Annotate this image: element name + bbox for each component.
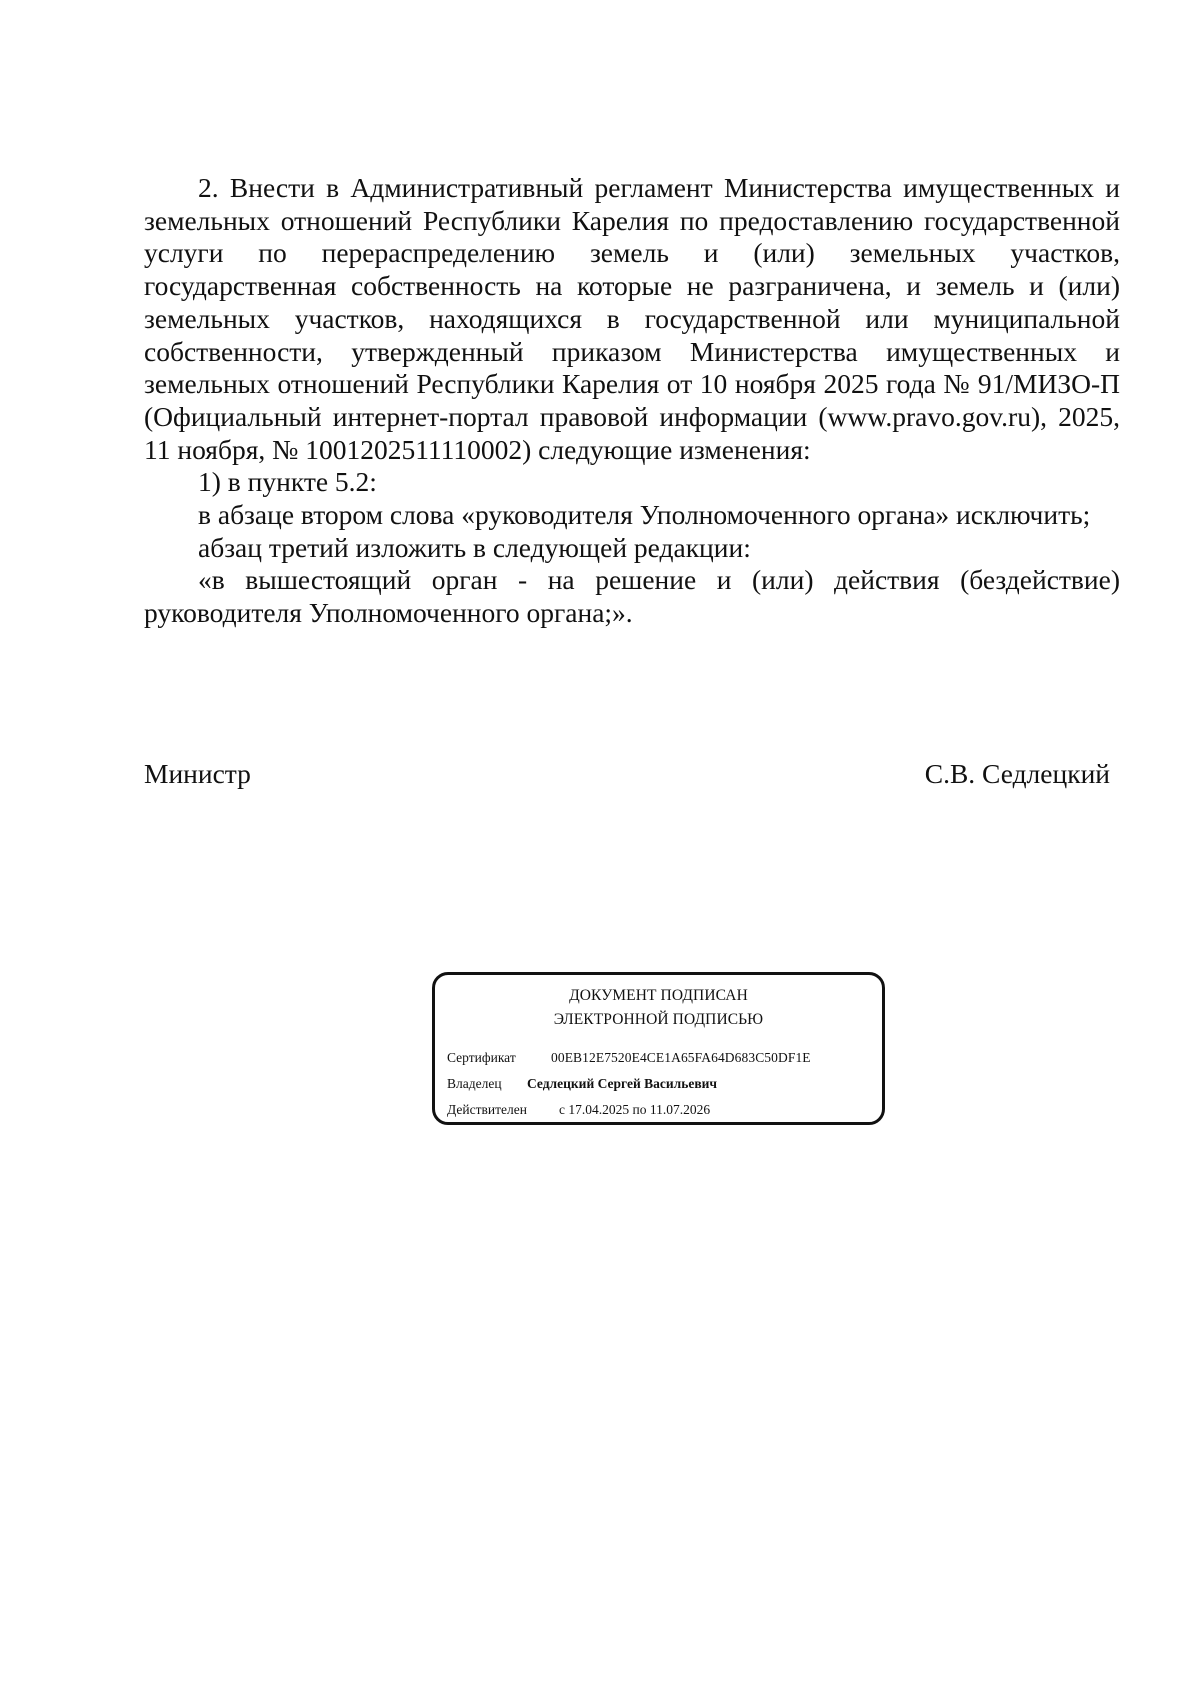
owner-value: Седлецкий Сергей Васильевич: [527, 1076, 718, 1091]
paragraph-item-1: 1) в пункте 5.2:: [198, 466, 377, 498]
paragraph-amendment: 2. Внести в Административный регламент Министерства имущественных и земельных отношений Республики Карелия по предоставлению государственной услуги по перераспределению земель и (или) земельных участков, государственная собственность на которые не разграничена, и земель и (или) земельных участков, находящихся в государственной или муниципальной собственности, утвержденный приказом Министерства имущественных и земельных отношений Республики Карелия от 10 ноября 2025 года № 91/МИЗО-П (Официальный интернет-портал правовой информации (www.pravo.gov.ru), 2025, 11 ноября, № 1001202511110002) следующие изменения:: [144, 172, 1120, 465]
signatory-title: Министр: [144, 758, 251, 789]
certificate-label: Сертификат: [447, 1050, 516, 1065]
certificate-value: 00EB12E7520E4CE1A65FA64D683C50DF1E: [551, 1050, 811, 1065]
stamp-certificate-row: [447, 1045, 872, 1071]
stamp-details: [447, 1045, 872, 1123]
stamp-owner-row: [447, 1071, 872, 1097]
stamp-validity-row: [447, 1097, 872, 1123]
stamp-heading-line-1: ДОКУМЕНТ ПОДПИСАН: [569, 987, 748, 1004]
signature-block: [144, 758, 1110, 792]
signatory-name: С.В. Седлецкий: [924, 758, 1110, 789]
paragraph-abzac-3: абзац третий изложить в следующей редакции:: [198, 531, 751, 563]
stamp-heading: [435, 984, 882, 1032]
validity-value: с 17.04.2025 по 11.07.2026: [559, 1102, 711, 1117]
paragraph-abzac-2: в абзаце втором слова «руководителя Уполномоченного органа» исключить;: [198, 499, 1091, 531]
owner-label: Владелец: [447, 1076, 502, 1091]
paragraph-new-wording: «в вышестоящий орган - на решение и (или) действия (бездействие) руководителя Уполномоченного органа;».: [144, 564, 1120, 629]
validity-label: Действителен: [447, 1102, 527, 1117]
document-body: [144, 172, 1120, 630]
stamp-heading-line-2: ЭЛЕКТРОННОЙ ПОДПИСЬЮ: [553, 1011, 764, 1028]
electronic-signature-stamp: [432, 972, 885, 1125]
